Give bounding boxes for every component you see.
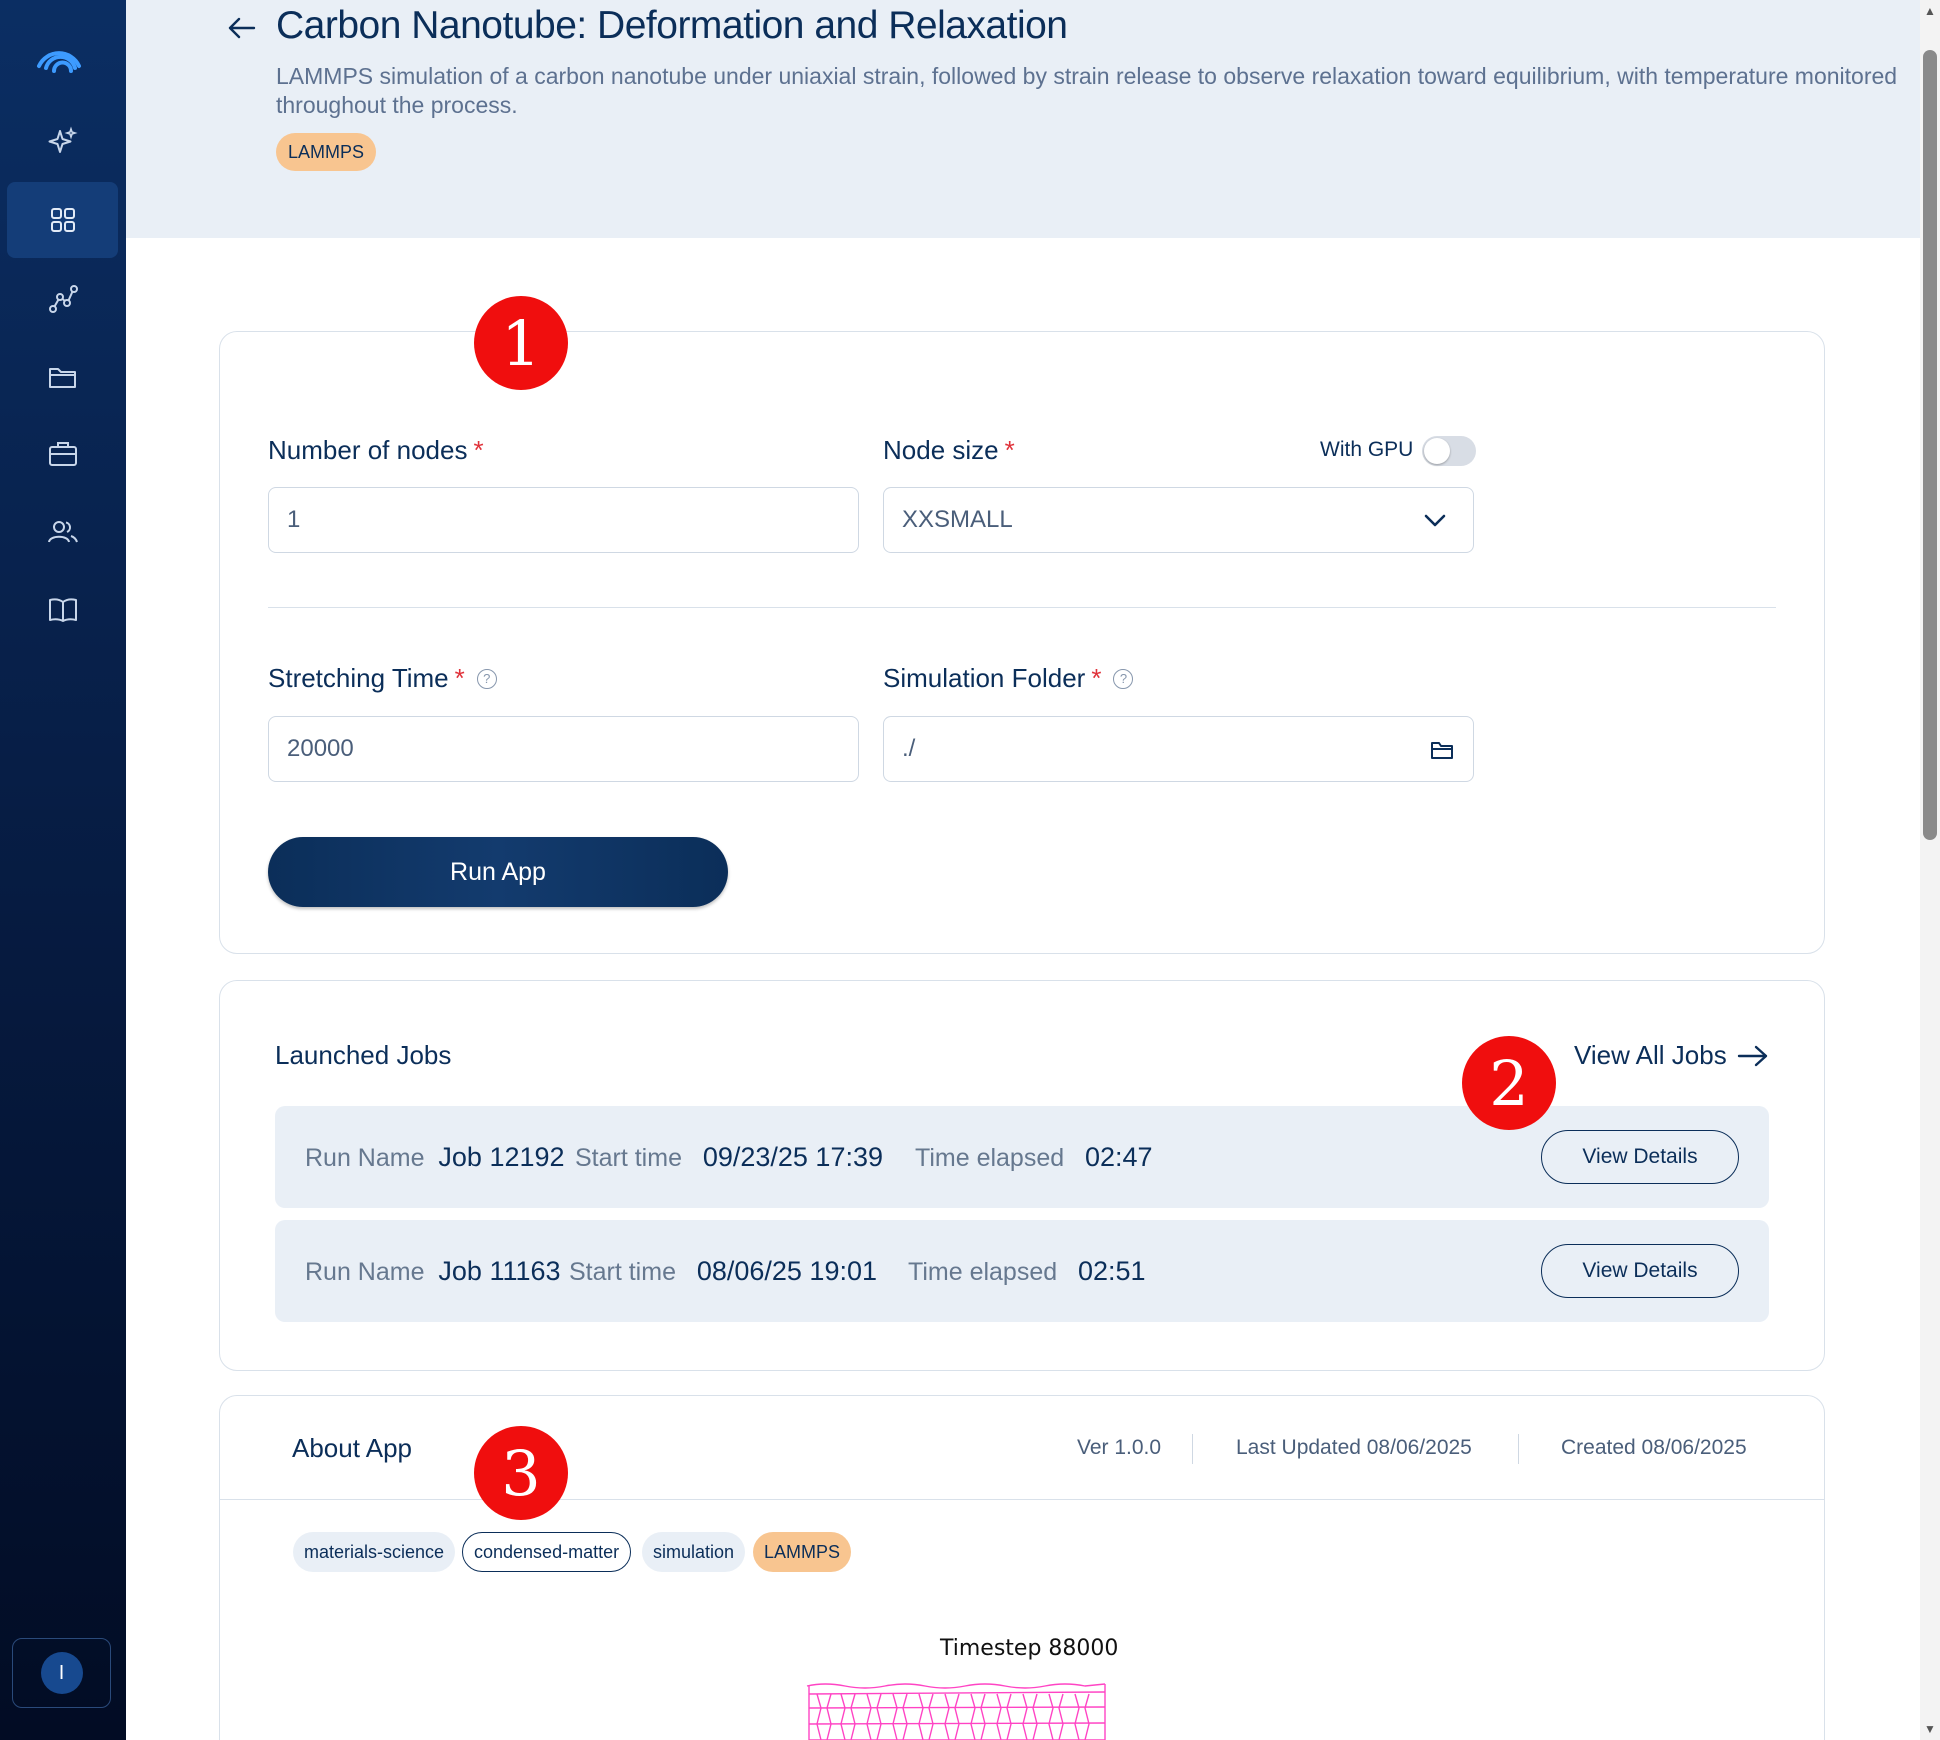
logo-icon[interactable] — [35, 36, 83, 76]
annotation-badge-2: 2 — [1462, 1036, 1556, 1130]
nav-workflows[interactable] — [7, 261, 118, 337]
nanotube-preview-image — [805, 1680, 1107, 1740]
user-menu[interactable] — [12, 1638, 111, 1708]
node-size-label — [883, 435, 1015, 466]
arrow-right-icon — [1737, 1043, 1769, 1069]
form-divider — [268, 607, 1776, 608]
stretch-time-value: 20000 — [287, 735, 354, 762]
page-description: LAMMPS simulation of a carbon nanotube under uniaxial strain, followed by strain release to observe relaxation toward equilibrium, with temperature monitored throughout the process. — [276, 63, 1898, 118]
required-mark: * — [473, 435, 484, 465]
stretch-label — [268, 663, 497, 694]
job-elapsed — [915, 1142, 1153, 1173]
jobs-title: Launched Jobs — [275, 1040, 452, 1070]
nav-team[interactable] — [7, 494, 118, 570]
nav-jobs[interactable] — [7, 416, 118, 492]
required-mark: * — [454, 663, 465, 693]
elapsed-value: 02:47 — [1085, 1142, 1153, 1172]
view-details-button[interactable]: View Details — [1541, 1130, 1739, 1184]
folder-icon — [46, 360, 80, 394]
job-start-time — [569, 1256, 877, 1287]
annotation-badge-1: 1 — [474, 296, 568, 390]
job-elapsed — [908, 1256, 1146, 1287]
sidebar — [0, 0, 126, 1740]
view-details-button[interactable]: View Details — [1541, 1244, 1739, 1298]
tag-chip[interactable]: condensed-matter — [462, 1532, 631, 1572]
tag-chip[interactable]: materials-science — [293, 1532, 455, 1572]
nav-files[interactable] — [7, 339, 118, 415]
about-title: About App — [292, 1433, 412, 1463]
toggle-knob — [1424, 438, 1450, 464]
view-all-jobs-link[interactable] — [1574, 1040, 1769, 1071]
nav-docs[interactable] — [7, 572, 118, 648]
nodes-label — [268, 435, 484, 466]
folder-label — [883, 663, 1133, 694]
nodes-label-text: Number of nodes — [268, 435, 468, 465]
meta-divider — [1518, 1434, 1519, 1464]
help-icon[interactable]: ? — [477, 669, 497, 689]
tag-chip[interactable]: LAMMPS — [753, 1532, 851, 1572]
job-row — [275, 1106, 1769, 1208]
run-name-value: Job 12192 — [438, 1142, 565, 1172]
chevron-down-icon — [1423, 510, 1447, 532]
workflow-icon — [46, 282, 80, 316]
node-size-value: XXSMALL — [902, 506, 1013, 533]
job-row — [275, 1220, 1769, 1322]
launched-jobs-card — [219, 980, 1825, 1371]
start-time-value: 08/06/25 19:01 — [696, 1256, 877, 1286]
grid-icon — [46, 203, 80, 237]
run-name-key: Run Name — [305, 1258, 425, 1286]
briefcase-icon — [46, 437, 80, 471]
start-time-key: Start time — [575, 1144, 682, 1172]
nodes-input-value: 1 — [287, 506, 301, 533]
gpu-toggle-label: With GPU — [1320, 438, 1414, 461]
page-header — [126, 0, 1920, 238]
elapsed-key: Time elapsed — [915, 1144, 1065, 1172]
start-time-value: 09/23/25 17:39 — [702, 1142, 883, 1172]
preview-timestep-label: Timestep 88000 — [940, 1636, 1119, 1661]
view-all-jobs-text: View All Jobs — [1574, 1040, 1727, 1070]
last-updated-text: Last Updated 08/06/2025 — [1236, 1436, 1472, 1459]
about-app-card — [219, 1395, 1825, 1740]
nav-apps[interactable] — [7, 182, 118, 258]
job-run-name — [305, 1256, 561, 1287]
about-header — [220, 1396, 1824, 1500]
stretch-label-text: Stretching Time — [268, 663, 449, 693]
folder-browse-icon[interactable] — [1429, 738, 1455, 762]
scrollbar-thumb[interactable] — [1923, 50, 1937, 840]
scroll-up-arrow-icon[interactable]: ▲ — [1924, 4, 1936, 18]
users-icon — [46, 515, 80, 549]
folder-value: ./ — [902, 735, 916, 762]
node-size-select[interactable] — [883, 487, 1474, 553]
scroll-down-arrow-icon[interactable]: ▼ — [1924, 1722, 1936, 1736]
created-text: Created 08/06/2025 — [1561, 1436, 1747, 1459]
version-text: Ver 1.0.0 — [1077, 1436, 1162, 1459]
avatar[interactable]: I — [41, 1652, 83, 1694]
folder-label-text: Simulation Folder — [883, 663, 1086, 693]
stretch-time-input[interactable] — [268, 716, 859, 782]
help-icon[interactable]: ? — [1113, 669, 1133, 689]
folder-input[interactable] — [883, 716, 1474, 782]
job-run-name — [305, 1142, 565, 1173]
launch-form-card — [219, 331, 1825, 954]
sparkle-icon — [46, 126, 80, 160]
elapsed-value: 02:51 — [1078, 1256, 1146, 1286]
page-title: Carbon Nanotube: Deformation and Relaxation — [276, 4, 1068, 47]
node-size-label-text: Node size — [883, 435, 999, 465]
run-app-button[interactable]: Run App — [268, 837, 728, 907]
nav-ai[interactable] — [7, 105, 118, 181]
book-icon — [46, 593, 80, 627]
back-arrow-icon[interactable] — [222, 8, 262, 48]
gpu-toggle[interactable] — [1422, 436, 1476, 466]
start-time-key: Start time — [569, 1258, 676, 1286]
elapsed-key: Time elapsed — [908, 1258, 1058, 1286]
run-name-key: Run Name — [305, 1144, 425, 1172]
tag-chip[interactable]: simulation — [642, 1532, 745, 1572]
nodes-input[interactable] — [268, 487, 859, 553]
required-mark: * — [1004, 435, 1015, 465]
job-start-time — [575, 1142, 883, 1173]
run-name-value: Job 11163 — [438, 1256, 561, 1286]
annotation-badge-3: 3 — [474, 1426, 568, 1520]
app-tag: LAMMPS — [276, 133, 376, 171]
required-mark: * — [1091, 663, 1102, 693]
meta-divider — [1192, 1434, 1193, 1464]
